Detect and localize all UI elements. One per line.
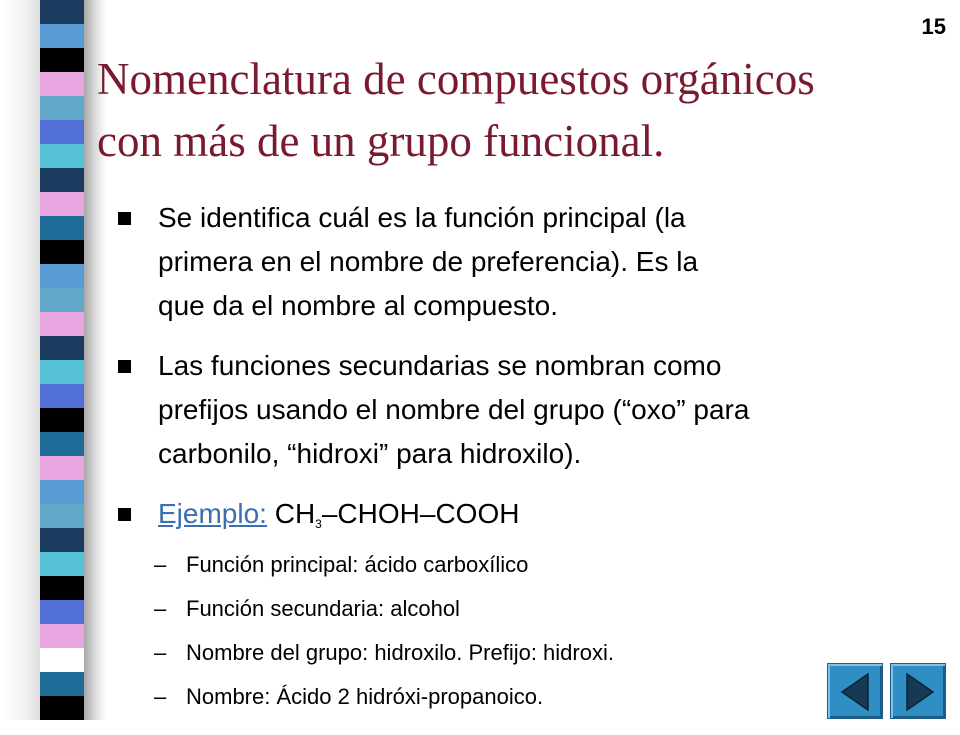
- formula-rest: –CHOH–COOH: [321, 498, 520, 529]
- square-bullet-icon: [118, 212, 131, 225]
- dash-marker: –: [154, 640, 167, 665]
- detail-text: Función principal: ácido carboxílico: [186, 552, 529, 577]
- stripe-block: [40, 0, 84, 24]
- stripe-block: [40, 528, 84, 552]
- stripe-block: [40, 120, 84, 144]
- triangle-right-icon: [891, 664, 947, 720]
- slide-number: 15: [921, 14, 946, 39]
- detail-item: [154, 587, 958, 631]
- bullet-line: carbonilo, “hidroxi” para hidroxilo).: [158, 438, 582, 469]
- bullet-line: primera en el nombre de preferencia). Es la: [158, 246, 699, 277]
- bullet-line: que da el nombre al compuesto.: [158, 290, 559, 321]
- square-bullet-icon: [118, 508, 131, 521]
- stripe-block: [40, 264, 84, 288]
- example-line: [158, 492, 958, 541]
- decorative-stripe: [0, 0, 88, 720]
- stripe-block: [40, 288, 84, 312]
- stripe-block: [40, 216, 84, 240]
- stripe-block: [40, 168, 84, 192]
- stripe-block: [40, 576, 84, 600]
- stripe-block: [40, 600, 84, 624]
- bullet-list: [118, 196, 958, 735]
- next-slide-button[interactable]: [890, 663, 946, 719]
- stripe-block: [40, 384, 84, 408]
- stripe-block: [40, 672, 84, 696]
- stripe-block: [40, 336, 84, 360]
- title-line-2: con más de un grupo funcional.: [97, 116, 665, 166]
- formula-subscript: 3: [315, 517, 322, 531]
- formula-prefix: CH: [266, 498, 316, 529]
- stripe-block: [40, 480, 84, 504]
- stripe-block: [40, 624, 84, 648]
- stripe-block: [40, 192, 84, 216]
- dash-marker: –: [154, 684, 167, 709]
- stripe-block: [40, 696, 84, 720]
- stripe-block: [40, 504, 84, 528]
- dash-marker: –: [154, 552, 167, 577]
- stripe-block: [40, 24, 84, 48]
- stripe-block: [40, 552, 84, 576]
- detail-text: Nombre del grupo: hidroxilo. Prefijo: hidroxi.: [186, 640, 614, 665]
- detail-text: Función secundaria: alcohol: [186, 596, 460, 621]
- stripe-block: [40, 456, 84, 480]
- stripe-highlight-edge: [0, 0, 40, 720]
- square-bullet-icon: [118, 360, 131, 373]
- stripe-block: [40, 144, 84, 168]
- dash-marker: –: [154, 596, 167, 621]
- stripe-block: [40, 648, 84, 672]
- slide-title: [97, 48, 957, 172]
- triangle-left-icon: [828, 664, 884, 720]
- stripe-block: [40, 96, 84, 120]
- example-link[interactable]: Ejemplo:: [158, 498, 267, 529]
- stripe-block: [40, 408, 84, 432]
- stripe-block: [40, 360, 84, 384]
- stripe-block: [40, 72, 84, 96]
- bullet-line: Se identifica cuál es la función principal (la: [158, 202, 686, 233]
- title-line-1: Nomenclatura de compuestos orgánicos: [97, 54, 815, 104]
- detail-item: [154, 543, 958, 587]
- stripe-block: [40, 312, 84, 336]
- stripe-block: [40, 432, 84, 456]
- bullet-item: [118, 344, 958, 476]
- stripe-block: [40, 240, 84, 264]
- bullet-item: [118, 196, 958, 328]
- stripe-block: [40, 48, 84, 72]
- detail-text: Nombre: Ácido 2 hidróxi-propanoico.: [186, 684, 544, 709]
- bullet-line: prefijos usando el nombre del grupo (“oxo” para: [158, 394, 750, 425]
- bullet-line: Las funciones secundarias se nombran como: [158, 350, 722, 381]
- previous-slide-button[interactable]: [827, 663, 883, 719]
